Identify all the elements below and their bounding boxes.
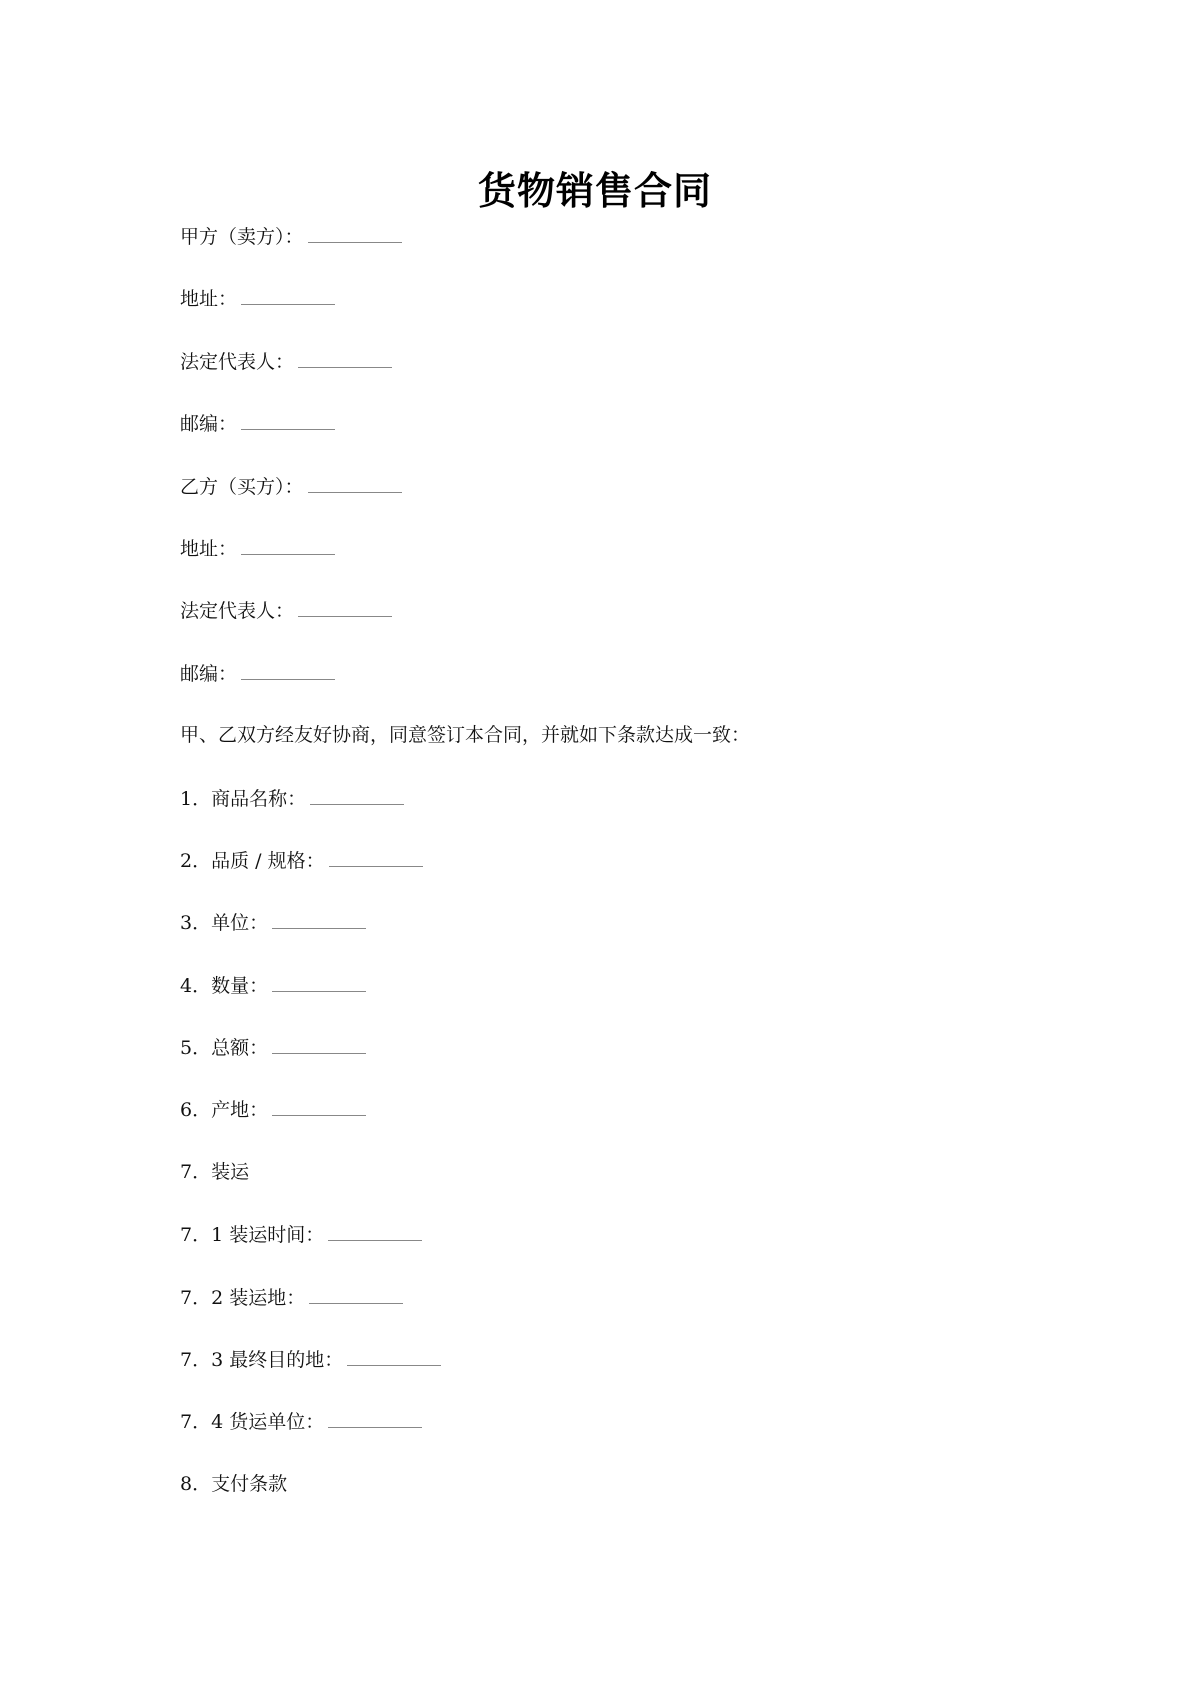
seller-postcode-label: 邮编： [180, 413, 238, 436]
seller-label: 甲方（卖方）： [180, 226, 304, 248]
product-name-label: 1．商品名称： [180, 787, 307, 810]
destination-blank[interactable] [347, 1345, 441, 1366]
seller-representative-line [180, 347, 750, 409]
seller-representative-label: 法定代表人： [180, 350, 295, 373]
buyer-postcode-label: 邮编： [180, 662, 238, 685]
seller-postcode-line [180, 409, 750, 471]
shipment-place-blank[interactable] [309, 1283, 403, 1304]
agreement-intro-text: 甲、乙双方经友好协商，同意签订本合同，并就如下条款达成一致： [180, 724, 751, 747]
shipment-heading-text: 7．装运 [180, 1160, 250, 1183]
quantity-label: 4．数量： [180, 974, 269, 997]
quantity-blank[interactable] [272, 971, 366, 992]
seller-line [180, 222, 750, 284]
buyer-address-line [180, 534, 750, 596]
carrier-line [180, 1407, 750, 1469]
agreement-intro [180, 721, 750, 783]
shipment-heading [180, 1158, 750, 1220]
unit-line [180, 908, 750, 970]
destination-line [180, 1345, 750, 1407]
shipment-time-line [180, 1220, 750, 1282]
origin-line [180, 1095, 750, 1157]
document-title: 货物销售合同 [477, 169, 712, 213]
product-name-blank[interactable] [310, 784, 404, 805]
total-label: 5．总额： [180, 1037, 269, 1060]
seller-representative-blank[interactable] [298, 347, 392, 368]
seller-address-line [180, 284, 750, 346]
buyer-postcode-blank[interactable] [241, 659, 335, 680]
quality-spec-label: 2．品质 / 规格： [180, 849, 325, 872]
quantity-line [180, 971, 750, 1033]
product-name-line [180, 784, 750, 846]
shipment-place-line [180, 1283, 750, 1345]
shipment-time-blank[interactable] [328, 1220, 422, 1241]
unit-blank[interactable] [272, 908, 366, 929]
buyer-representative-label: 法定代表人： [180, 600, 295, 623]
seller-address-blank[interactable] [241, 284, 335, 305]
carrier-blank[interactable] [328, 1407, 422, 1428]
buyer-blank[interactable] [308, 472, 402, 493]
buyer-postcode-line [180, 659, 750, 721]
buyer-label: 乙方（买方）： [180, 475, 304, 498]
buyer-line [180, 472, 750, 534]
seller-blank[interactable] [308, 222, 402, 243]
unit-label: 3．单位： [180, 912, 269, 935]
seller-postcode-blank[interactable] [241, 409, 335, 430]
quality-spec-blank[interactable] [329, 846, 423, 867]
destination-label: 7．3 最终目的地： [180, 1349, 344, 1372]
carrier-label: 7．4 货运单位： [180, 1411, 325, 1434]
payment-heading [180, 1470, 750, 1532]
total-blank[interactable] [272, 1033, 366, 1054]
seller-address-label: 地址： [180, 288, 238, 311]
buyer-representative-line [180, 596, 750, 658]
buyer-representative-blank[interactable] [298, 596, 392, 617]
buyer-address-label: 地址： [180, 537, 238, 560]
total-line [180, 1033, 750, 1095]
shipment-place-label: 7．2 装运地： [180, 1286, 306, 1309]
origin-blank[interactable] [272, 1095, 366, 1116]
buyer-address-blank[interactable] [241, 534, 335, 555]
quality-spec-line [180, 846, 750, 908]
origin-label: 6．产地： [180, 1099, 269, 1122]
payment-heading-text: 8．支付条款 [180, 1472, 288, 1495]
contract-body [180, 222, 750, 1532]
shipment-time-label: 7．1 装运时间： [180, 1224, 325, 1247]
